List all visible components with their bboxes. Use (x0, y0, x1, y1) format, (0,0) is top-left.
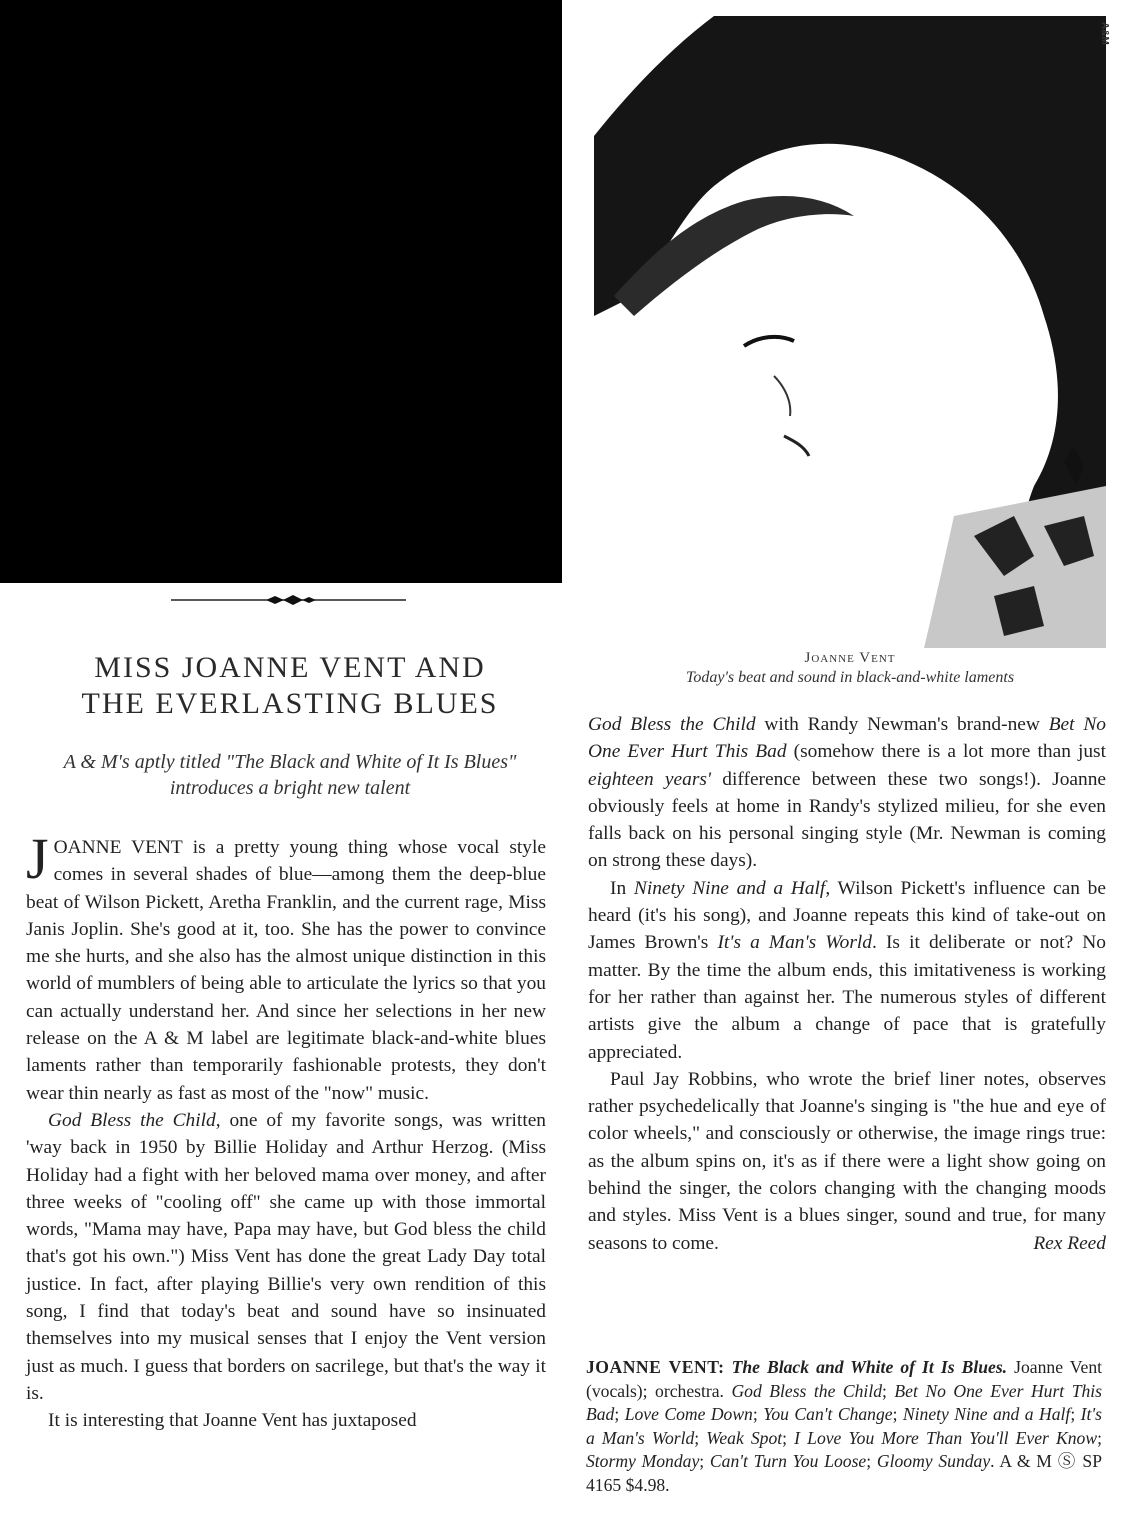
article-headline (20, 650, 560, 722)
artist-name-small-caps: OANNE VENT (53, 837, 183, 858)
headline-line-2: THE EVERLASTING BLUES (81, 687, 499, 720)
track-title: Bet No One Ever Hurt This Bad (586, 1380, 1103, 1425)
paragraph-3: It is interesting that Joanne Vent has juxtaposed (48, 1410, 417, 1432)
author-signature: Rex Reed (1033, 1232, 1106, 1254)
track-title: I Love You More Than You'll Ever Know (794, 1427, 1098, 1448)
song-title: God Bless the Child (48, 1109, 216, 1131)
photo-credit: A&M (1099, 22, 1110, 45)
photo-caption-name: Joanne Vent (804, 650, 896, 666)
paragraph-4 (588, 711, 1106, 875)
album-personnel: Joanne Vent (vocals); orchestra. (586, 1357, 1103, 1401)
album-title: The Black and White of It Is Blues. (731, 1357, 1008, 1377)
left-column (26, 826, 547, 1435)
paragraph-2 (26, 1107, 546, 1407)
paragraph-4-text: with Randy Newman's brand-new (755, 714, 1049, 735)
paragraph-1-text: is a pretty young thing whose vocal style comes in several shades of blue—among them the deep-blue beat of Wilson Pickett, Aretha Franklin, and the current rage, Miss Janis Joplin. She's good at it, too. She has the power to convince me she hurts, and she also has the almost unique distinction in this world of mumblers of being able to articulate the lyrics so that you can actually understand her. And since her selections in her new release on the A & M label are legitimate black-and-white blues laments rather than temporarily fashionable protests, they don't wear thin nearly as fast as most of the "now" music. (26, 837, 546, 1104)
right-column (588, 711, 1106, 1257)
paragraph-4-text: (somehow there is a lot more than just (786, 741, 1106, 763)
song-title: It's a Man's World (717, 932, 872, 954)
blacked-out-image (0, 0, 562, 583)
paragraph-6-text: Paul Jay Robbins, who wrote the brief liner notes, observes rather psychedelically that Joanne's singing is "the hue and eye of color wheels," and consciously or otherwise, the image rings true: as the album spins on, it's as if there were a light show going on behind the singer, the colors changing with the changing moods and styles. Miss Vent is a blues singer, sound and true, for many seasons to come. (588, 1068, 1106, 1254)
paragraph-5-text: . Is it deliberate or not? No matter. By the time the album ends, this imitativeness is working for her rather than against her. The numerous styles of different artists give the album a change of pace that is gratefully appreciated. (588, 932, 1106, 1063)
paragraph-6 (588, 1066, 1106, 1257)
paragraph-1 (26, 826, 546, 1107)
paragraph-4-text: difference between these two songs!). Joanne obviously feels at home in Randy's stylized milieu, for she even falls back on his personal singing style (Mr. Newman is coming on strong these days). (588, 768, 1106, 872)
song-title: Ninety Nine and a Half (633, 877, 826, 899)
track-title: You Can't Change (763, 1404, 893, 1425)
portrait-photo (594, 16, 1106, 648)
album-listing: JOANNE VENT: The Black and White of It Is Blues. Joanne Vent (vocals); orchestra. God Bless the Child; Bet No One Ever Hurt This Bad; Love Come Down; You Can't Change; Ninety Nine and a Half; It's a Man's World; Weak Spot; I Love You More Than You'll Ever Know; Stormy Monday; Can't Turn You Loose; Gloomy Sunday. A & M Ⓢ SP 4165 $4.98. (586, 1357, 1103, 1495)
track-title: Can't Turn You Loose (709, 1451, 867, 1472)
record-label: A & M (999, 1451, 1052, 1472)
headline-line-1: MISS JOANNE VENT AND (94, 651, 486, 684)
album-artist: JOANNE VENT: (586, 1357, 725, 1377)
portrait-illustration (594, 16, 1106, 648)
drop-cap: J (26, 826, 49, 891)
paragraph-5 (588, 875, 1106, 1066)
track-title: Ninety Nine and a Half (902, 1404, 1071, 1425)
track-title: It's a Man's World (586, 1404, 1103, 1448)
track-title: Gloomy Sunday (876, 1451, 991, 1472)
track-title: God Bless the Child (731, 1380, 883, 1401)
price: $4.98. (625, 1474, 670, 1495)
stereo-mark: Ⓢ (1057, 1451, 1077, 1472)
ornament-divider (171, 592, 406, 608)
catalog-number: SP 4165 (586, 1451, 1102, 1495)
paragraph-5-text: In (610, 877, 634, 899)
track-title: Weak Spot (706, 1427, 783, 1448)
emphasis: eighteen years' (588, 768, 712, 790)
track-title: Love Come Down (624, 1404, 753, 1425)
paragraph-5-text: , Wilson Pickett's influence can be heard (it's his song), and Joanne repeats this kind of take-out on James Brown's (588, 877, 1106, 954)
song-title: Bet No One Ever Hurt This Bad (588, 714, 1106, 763)
article-subhead: A & M's aptly titled "The Black and White of It Is Blues" introduces a bright new talent (63, 751, 517, 799)
paragraph-2-text: , one of my favorite songs, was written 'way back in 1950 by Billie Holiday and Arthur Herzog. (Miss Holiday had a fight with her beloved mama over money, and after three weeks of "cooling off" she came up with those immortal words, "Mama may have, Papa may have, but God bless the child that's got his own.") Miss Vent has done the great Lady Day total justice. In fact, after playing Billie's very own rendition of this song, I find that today's beat and sound have so insinuated themselves into my musical senses that I enjoy the Vent version just as much. I guess that borders on sacrilege, but that's the way it is. (26, 1109, 547, 1404)
photo-caption-text: Today's beat and sound in black-and-white laments (685, 669, 1015, 686)
track-title: Stormy Monday (586, 1451, 700, 1472)
song-title: God Bless the Child (588, 714, 756, 735)
